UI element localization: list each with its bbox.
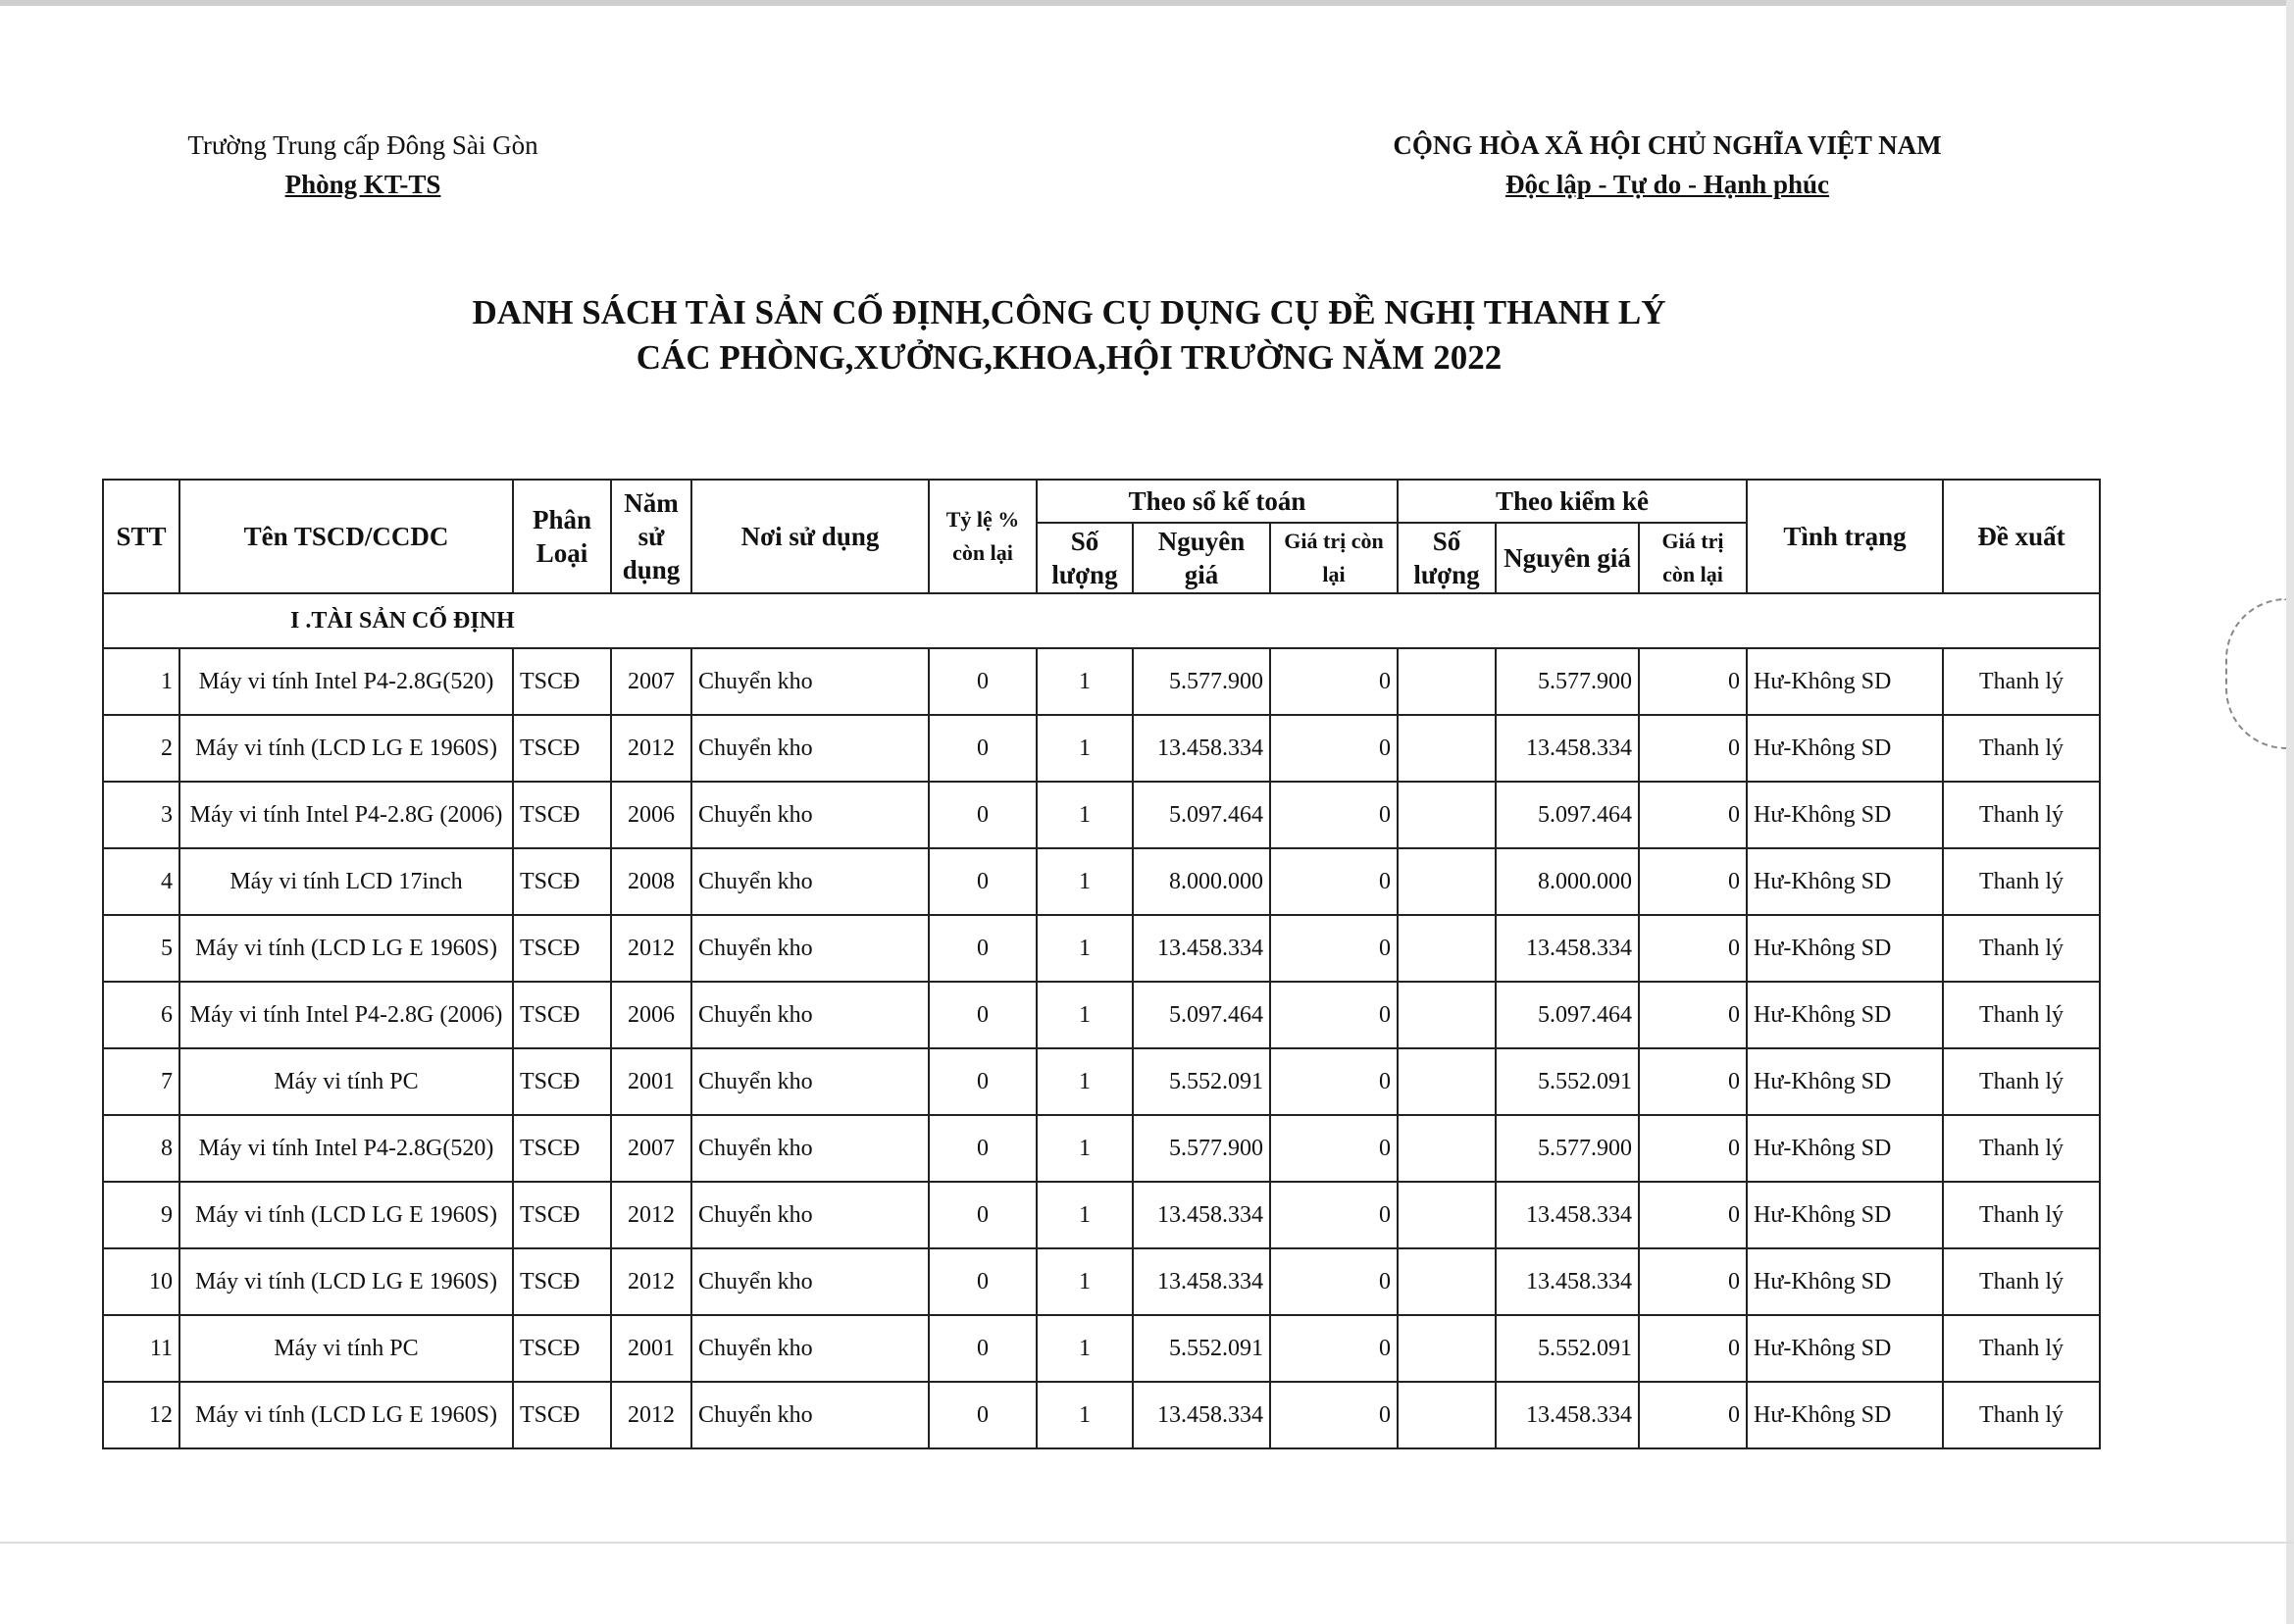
cell-type: TSCĐ — [513, 1248, 611, 1315]
table-row — [103, 1248, 2100, 1315]
cell-name: Máy vi tính Intel P4-2.8G (2006) — [179, 982, 513, 1048]
cell-location: Chuyển kho — [691, 982, 929, 1048]
cell-year: 2012 — [611, 715, 691, 782]
table-row — [103, 1182, 2100, 1248]
cell-type: TSCĐ — [513, 648, 611, 715]
cell-remaining-value: 0 — [1270, 1315, 1398, 1382]
cell-qty: 1 — [1037, 915, 1133, 982]
cell-audit-remaining-value: 0 — [1639, 915, 1747, 982]
cell-stt: 3 — [103, 782, 179, 848]
cell-audit-remaining-value: 0 — [1639, 1248, 1747, 1315]
cell-audit-remaining-value: 0 — [1639, 648, 1747, 715]
cell-location: Chuyển kho — [691, 1182, 929, 1248]
cell-proposal: Thanh lý — [1943, 1315, 2100, 1382]
cell-audit-cost: 5.097.464 — [1496, 782, 1639, 848]
cell-remaining-pct: 0 — [929, 982, 1037, 1048]
cell-remaining-pct: 0 — [929, 782, 1037, 848]
col-header-proposal: Đề xuất — [1943, 480, 2100, 593]
cell-name: Máy vi tính LCD 17inch — [179, 848, 513, 915]
cell-remaining-pct: 0 — [929, 1382, 1037, 1448]
cell-cost: 13.458.334 — [1133, 915, 1270, 982]
cell-year: 2006 — [611, 782, 691, 848]
col-header-cost: Nguyên giá — [1133, 523, 1270, 593]
cell-audit-qty — [1398, 782, 1496, 848]
table-row — [103, 648, 2100, 715]
col-header-status: Tình trạng — [1747, 480, 1943, 593]
cell-stt: 2 — [103, 715, 179, 782]
cell-remaining-value: 0 — [1270, 1115, 1398, 1182]
cell-cost: 5.577.900 — [1133, 1115, 1270, 1182]
cell-audit-qty — [1398, 1048, 1496, 1115]
cell-location: Chuyển kho — [691, 848, 929, 915]
national-motto: Độc lập - Tự do - Hạnh phúc — [1504, 170, 1830, 199]
cell-name: Máy vi tính Intel P4-2.8G(520) — [179, 648, 513, 715]
cell-remaining-pct: 0 — [929, 648, 1037, 715]
cell-type: TSCĐ — [513, 782, 611, 848]
title-line-1: DANH SÁCH TÀI SẢN CỐ ĐỊNH,CÔNG CỤ DỤNG CỤ ĐỀ NGHỊ THANH LÝ — [472, 293, 1666, 331]
cell-name: Máy vi tính (LCD LG E 1960S) — [179, 1382, 513, 1448]
cell-audit-remaining-value: 0 — [1639, 1315, 1747, 1382]
cell-audit-cost: 13.458.334 — [1496, 715, 1639, 782]
cell-proposal: Thanh lý — [1943, 1382, 2100, 1448]
table-row — [103, 1115, 2100, 1182]
cell-location: Chuyển kho — [691, 1048, 929, 1115]
cell-year: 2001 — [611, 1315, 691, 1382]
cell-cost: 5.552.091 — [1133, 1315, 1270, 1382]
cell-proposal: Thanh lý — [1943, 1182, 2100, 1248]
cell-audit-remaining-value: 0 — [1639, 782, 1747, 848]
cell-qty: 1 — [1037, 1315, 1133, 1382]
cell-remaining-pct: 0 — [929, 1315, 1037, 1382]
cell-name: Máy vi tính Intel P4-2.8G (2006) — [179, 782, 513, 848]
table-row — [103, 1382, 2100, 1448]
col-header-type: Phân Loại — [513, 480, 611, 593]
cell-audit-cost: 13.458.334 — [1496, 1382, 1639, 1448]
cell-name: Máy vi tính (LCD LG E 1960S) — [179, 1182, 513, 1248]
cell-stt: 7 — [103, 1048, 179, 1115]
cell-remaining-value: 0 — [1270, 648, 1398, 715]
cell-type: TSCĐ — [513, 1315, 611, 1382]
cell-location: Chuyển kho — [691, 648, 929, 715]
cell-audit-cost: 5.577.900 — [1496, 1115, 1639, 1182]
cell-name: Máy vi tính (LCD LG E 1960S) — [179, 1248, 513, 1315]
cell-qty: 1 — [1037, 1182, 1133, 1248]
cell-audit-remaining-value: 0 — [1639, 1182, 1747, 1248]
cell-qty: 1 — [1037, 1048, 1133, 1115]
scan-right-edge — [2286, 0, 2294, 1624]
cell-audit-cost: 5.552.091 — [1496, 1048, 1639, 1115]
cell-year: 2012 — [611, 915, 691, 982]
cell-remaining-value: 0 — [1270, 1248, 1398, 1315]
cell-audit-qty — [1398, 1248, 1496, 1315]
cell-type: TSCĐ — [513, 982, 611, 1048]
cell-remaining-value: 0 — [1270, 915, 1398, 982]
cell-proposal: Thanh lý — [1943, 982, 2100, 1048]
cell-proposal: Thanh lý — [1943, 1115, 2100, 1182]
cell-audit-remaining-value: 0 — [1639, 848, 1747, 915]
cell-qty: 1 — [1037, 648, 1133, 715]
cell-year: 2001 — [611, 1048, 691, 1115]
cell-type: TSCĐ — [513, 848, 611, 915]
cell-remaining-value: 0 — [1270, 1048, 1398, 1115]
cell-audit-qty — [1398, 1182, 1496, 1248]
cell-status: Hư-Không SD — [1747, 1115, 1943, 1182]
cell-name: Máy vi tính Intel P4-2.8G(520) — [179, 1115, 513, 1182]
col-header-stt: STT — [103, 480, 179, 593]
cell-qty: 1 — [1037, 1115, 1133, 1182]
cell-stt: 9 — [103, 1182, 179, 1248]
table-row — [103, 715, 2100, 782]
cell-name: Máy vi tính (LCD LG E 1960S) — [179, 715, 513, 782]
cell-location: Chuyển kho — [691, 782, 929, 848]
cell-stt: 12 — [103, 1382, 179, 1448]
cell-audit-remaining-value: 0 — [1639, 1382, 1747, 1448]
cell-year: 2008 — [611, 848, 691, 915]
col-header-name: Tên TSCD/CCDC — [179, 480, 513, 593]
cell-remaining-value: 0 — [1270, 1382, 1398, 1448]
cell-proposal: Thanh lý — [1943, 1248, 2100, 1315]
cell-remaining-value: 0 — [1270, 982, 1398, 1048]
asset-table — [102, 479, 2101, 1449]
cell-type: TSCĐ — [513, 1115, 611, 1182]
cell-audit-cost: 5.552.091 — [1496, 1315, 1639, 1382]
cell-status: Hư-Không SD — [1747, 1182, 1943, 1248]
cell-cost: 13.458.334 — [1133, 1182, 1270, 1248]
cell-audit-remaining-value: 0 — [1639, 715, 1747, 782]
section-heading-fixed-assets: I .TÀI SẢN CỐ ĐỊNH — [103, 593, 2100, 648]
cell-cost: 13.458.334 — [1133, 715, 1270, 782]
table-row — [103, 982, 2100, 1048]
cell-qty: 1 — [1037, 848, 1133, 915]
cell-remaining-pct: 0 — [929, 848, 1037, 915]
cell-audit-remaining-value: 0 — [1639, 1115, 1747, 1182]
scan-bottom-edge — [0, 1542, 2294, 1544]
cell-cost: 5.552.091 — [1133, 1048, 1270, 1115]
cell-stt: 4 — [103, 848, 179, 915]
cell-status: Hư-Không SD — [1747, 1048, 1943, 1115]
col-header-audit-cost: Nguyên giá — [1496, 523, 1639, 593]
cell-proposal: Thanh lý — [1943, 915, 2100, 982]
title-line-2: CÁC PHÒNG,XƯỞNG,KHOA,HỘI TRƯỜNG NĂM 2022 — [636, 338, 1503, 377]
cell-cost: 13.458.334 — [1133, 1248, 1270, 1315]
cell-audit-cost: 13.458.334 — [1496, 915, 1639, 982]
cell-cost: 8.000.000 — [1133, 848, 1270, 915]
cell-location: Chuyển kho — [691, 1248, 929, 1315]
cell-stt: 8 — [103, 1115, 179, 1182]
cell-audit-cost: 5.097.464 — [1496, 982, 1639, 1048]
cell-status: Hư-Không SD — [1747, 915, 1943, 982]
col-header-remaining-value: Giá trị còn lại — [1270, 523, 1398, 593]
col-header-qty: Số lượng — [1037, 523, 1133, 593]
cell-proposal: Thanh lý — [1943, 715, 2100, 782]
col-header-audit-qty: Số lượng — [1398, 523, 1496, 593]
cell-location: Chuyển kho — [691, 915, 929, 982]
cell-name: Máy vi tính PC — [179, 1315, 513, 1382]
cell-stt: 5 — [103, 915, 179, 982]
cell-cost: 5.577.900 — [1133, 648, 1270, 715]
cell-qty: 1 — [1037, 715, 1133, 782]
cell-qty: 1 — [1037, 982, 1133, 1048]
col-header-year: Năm sử dụng — [611, 480, 691, 593]
cell-remaining-pct: 0 — [929, 1182, 1037, 1248]
cell-remaining-pct: 0 — [929, 915, 1037, 982]
cell-stt: 10 — [103, 1248, 179, 1315]
cell-audit-cost: 13.458.334 — [1496, 1248, 1639, 1315]
cell-audit-cost: 13.458.334 — [1496, 1182, 1639, 1248]
cell-audit-remaining-value: 0 — [1639, 1048, 1747, 1115]
cell-year: 2012 — [611, 1382, 691, 1448]
cell-status: Hư-Không SD — [1747, 715, 1943, 782]
cell-remaining-value: 0 — [1270, 715, 1398, 782]
nation-name: CỘNG HÒA XÃ HỘI CHỦ NGHĨA VIỆT NAM — [1393, 130, 1942, 160]
cell-remaining-pct: 0 — [929, 1115, 1037, 1182]
cell-status: Hư-Không SD — [1747, 848, 1943, 915]
cell-type: TSCĐ — [513, 715, 611, 782]
col-header-location: Nơi sử dụng — [691, 480, 929, 593]
cell-remaining-value: 0 — [1270, 1182, 1398, 1248]
cell-type: TSCĐ — [513, 1182, 611, 1248]
cell-location: Chuyển kho — [691, 1382, 929, 1448]
organization-header — [137, 126, 588, 204]
cell-status: Hư-Không SD — [1747, 648, 1943, 715]
cell-status: Hư-Không SD — [1747, 1315, 1943, 1382]
cell-audit-cost: 8.000.000 — [1496, 848, 1639, 915]
cell-qty: 1 — [1037, 782, 1133, 848]
cell-qty: 1 — [1037, 1248, 1133, 1315]
cell-proposal: Thanh lý — [1943, 648, 2100, 715]
cell-name: Máy vi tính (LCD LG E 1960S) — [179, 915, 513, 982]
cell-stt: 11 — [103, 1315, 179, 1382]
table-row — [103, 848, 2100, 915]
cell-location: Chuyển kho — [691, 715, 929, 782]
cell-year: 2007 — [611, 1115, 691, 1182]
group-header-audit: Theo kiểm kê — [1398, 480, 1747, 523]
cell-type: TSCĐ — [513, 1382, 611, 1448]
cell-audit-qty — [1398, 915, 1496, 982]
col-header-remaining-pct: Tỷ lệ % còn lại — [929, 480, 1037, 593]
cell-audit-qty — [1398, 848, 1496, 915]
cell-stt: 1 — [103, 648, 179, 715]
cell-audit-qty — [1398, 1382, 1496, 1448]
cell-year: 2007 — [611, 648, 691, 715]
cell-remaining-value: 0 — [1270, 848, 1398, 915]
document-title — [294, 290, 1844, 381]
cell-year: 2012 — [611, 1248, 691, 1315]
cell-audit-cost: 5.577.900 — [1496, 648, 1639, 715]
cell-status: Hư-Không SD — [1747, 1248, 1943, 1315]
department-name: Phòng KT-TS — [284, 170, 441, 199]
cell-year: 2006 — [611, 982, 691, 1048]
cell-audit-qty — [1398, 648, 1496, 715]
cell-cost: 13.458.334 — [1133, 1382, 1270, 1448]
cell-proposal: Thanh lý — [1943, 848, 2100, 915]
scan-top-edge — [0, 0, 2294, 6]
cell-type: TSCĐ — [513, 1048, 611, 1115]
cell-remaining-value: 0 — [1270, 782, 1398, 848]
national-header — [1334, 126, 2001, 204]
cell-remaining-pct: 0 — [929, 1248, 1037, 1315]
school-name: Trường Trung cấp Đông Sài Gòn — [187, 130, 538, 160]
cell-proposal: Thanh lý — [1943, 1048, 2100, 1115]
table-row — [103, 782, 2100, 848]
table-row — [103, 1315, 2100, 1382]
stamp-edge-mark — [2225, 598, 2286, 749]
cell-audit-qty — [1398, 1315, 1496, 1382]
group-header-accounting: Theo sổ kế toán — [1037, 480, 1398, 523]
table-row — [103, 1048, 2100, 1115]
col-header-audit-remaining-value: Giá trị còn lại — [1639, 523, 1747, 593]
cell-audit-qty — [1398, 1115, 1496, 1182]
cell-status: Hư-Không SD — [1747, 782, 1943, 848]
cell-status: Hư-Không SD — [1747, 1382, 1943, 1448]
cell-location: Chuyển kho — [691, 1315, 929, 1382]
cell-audit-remaining-value: 0 — [1639, 982, 1747, 1048]
cell-remaining-pct: 0 — [929, 1048, 1037, 1115]
cell-cost: 5.097.464 — [1133, 782, 1270, 848]
cell-audit-qty — [1398, 715, 1496, 782]
cell-type: TSCĐ — [513, 915, 611, 982]
cell-status: Hư-Không SD — [1747, 982, 1943, 1048]
table-row — [103, 915, 2100, 982]
cell-qty: 1 — [1037, 1382, 1133, 1448]
cell-remaining-pct: 0 — [929, 715, 1037, 782]
cell-audit-qty — [1398, 982, 1496, 1048]
cell-location: Chuyển kho — [691, 1115, 929, 1182]
cell-proposal: Thanh lý — [1943, 782, 2100, 848]
cell-name: Máy vi tính PC — [179, 1048, 513, 1115]
cell-stt: 6 — [103, 982, 179, 1048]
cell-year: 2012 — [611, 1182, 691, 1248]
cell-cost: 5.097.464 — [1133, 982, 1270, 1048]
